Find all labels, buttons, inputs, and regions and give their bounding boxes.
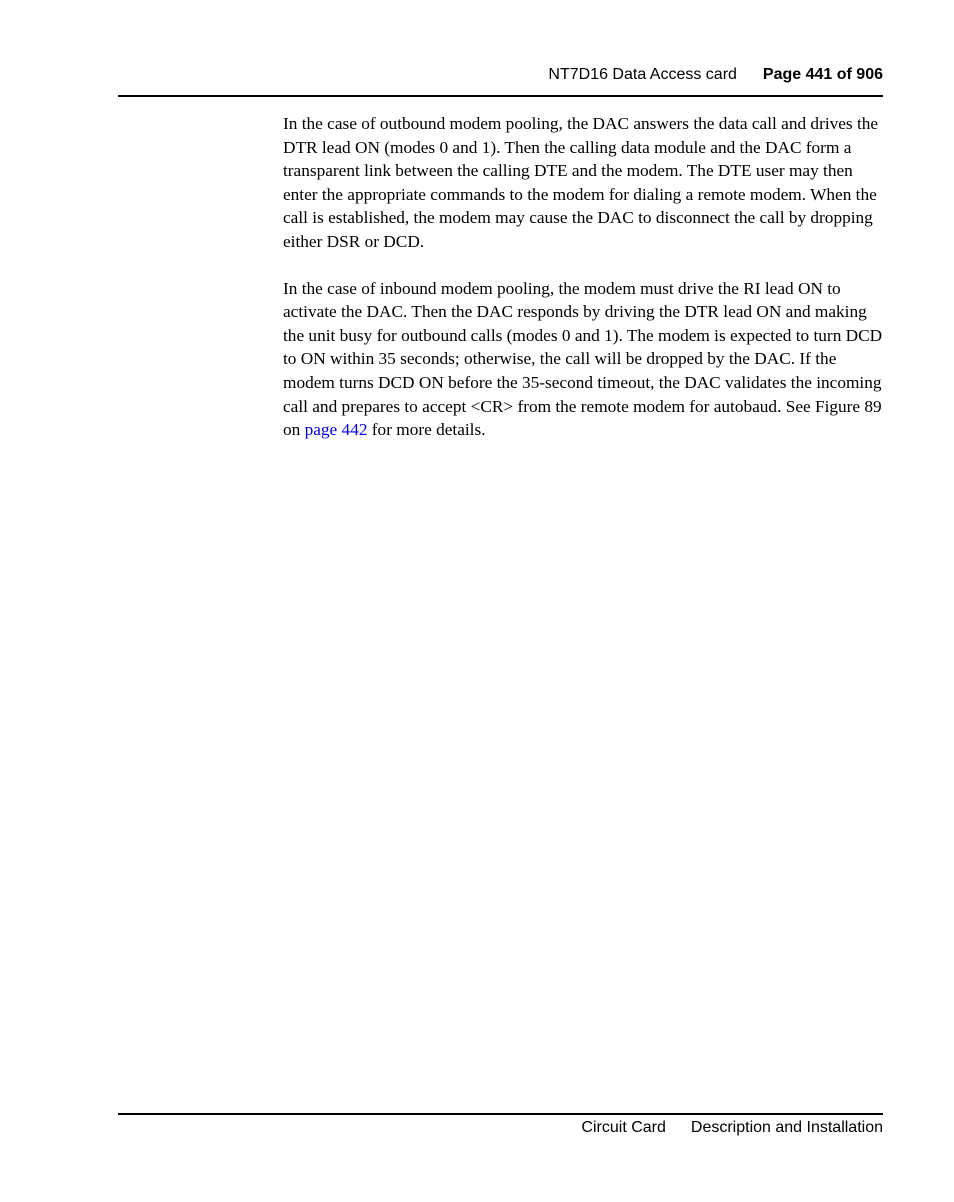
body-text <box>283 112 883 465</box>
footer-book-section: Circuit Card <box>581 1119 666 1136</box>
paragraph-text-after-link: for more details. <box>367 420 486 440</box>
paragraph-outbound-modem-pooling: In the case of outbound modem pooling, the DAC answers the data call and drives the DTR lead ON (modes 0 and 1). Then the calling data module and the DAC form a transparent link between the calling DTE and the modem. The DTE user may then enter the appropriate commands to the modem for dialing a remote modem. When the call is established, the modem may cause the DAC to disconnect the call by dropping either DSR or DCD. <box>283 114 879 251</box>
page-442-link[interactable]: page 442 <box>304 420 368 440</box>
document-title: NT7D16 Data Access card <box>548 66 737 83</box>
page-header <box>548 64 883 86</box>
page-footer <box>581 1117 883 1139</box>
footer-book-title: Description and Installation <box>690 1119 883 1136</box>
paragraph-text-before-link: In the case of inbound modem pooling, the modem must drive the RI lead ON to activate the DAC. Then the DAC responds by driving the DTR lead ON and making the unit busy for outbound calls (modes 0 and 1). The modem is expected to turn DCD to ON within 35 seconds; otherwise, the call will be dropped by the DAC. If the modem turns DCD ON before the 35-second timeout, the DAC validates the incoming call and prepares to accept <CR> from the remote modem for autobaud. See Figure 89 on <box>283 278 883 440</box>
header-rule <box>118 95 883 97</box>
paragraph-inbound-modem-pooling <box>283 277 883 442</box>
page-number: Page 441 of 906 <box>762 66 883 83</box>
footer-rule <box>118 1113 883 1115</box>
